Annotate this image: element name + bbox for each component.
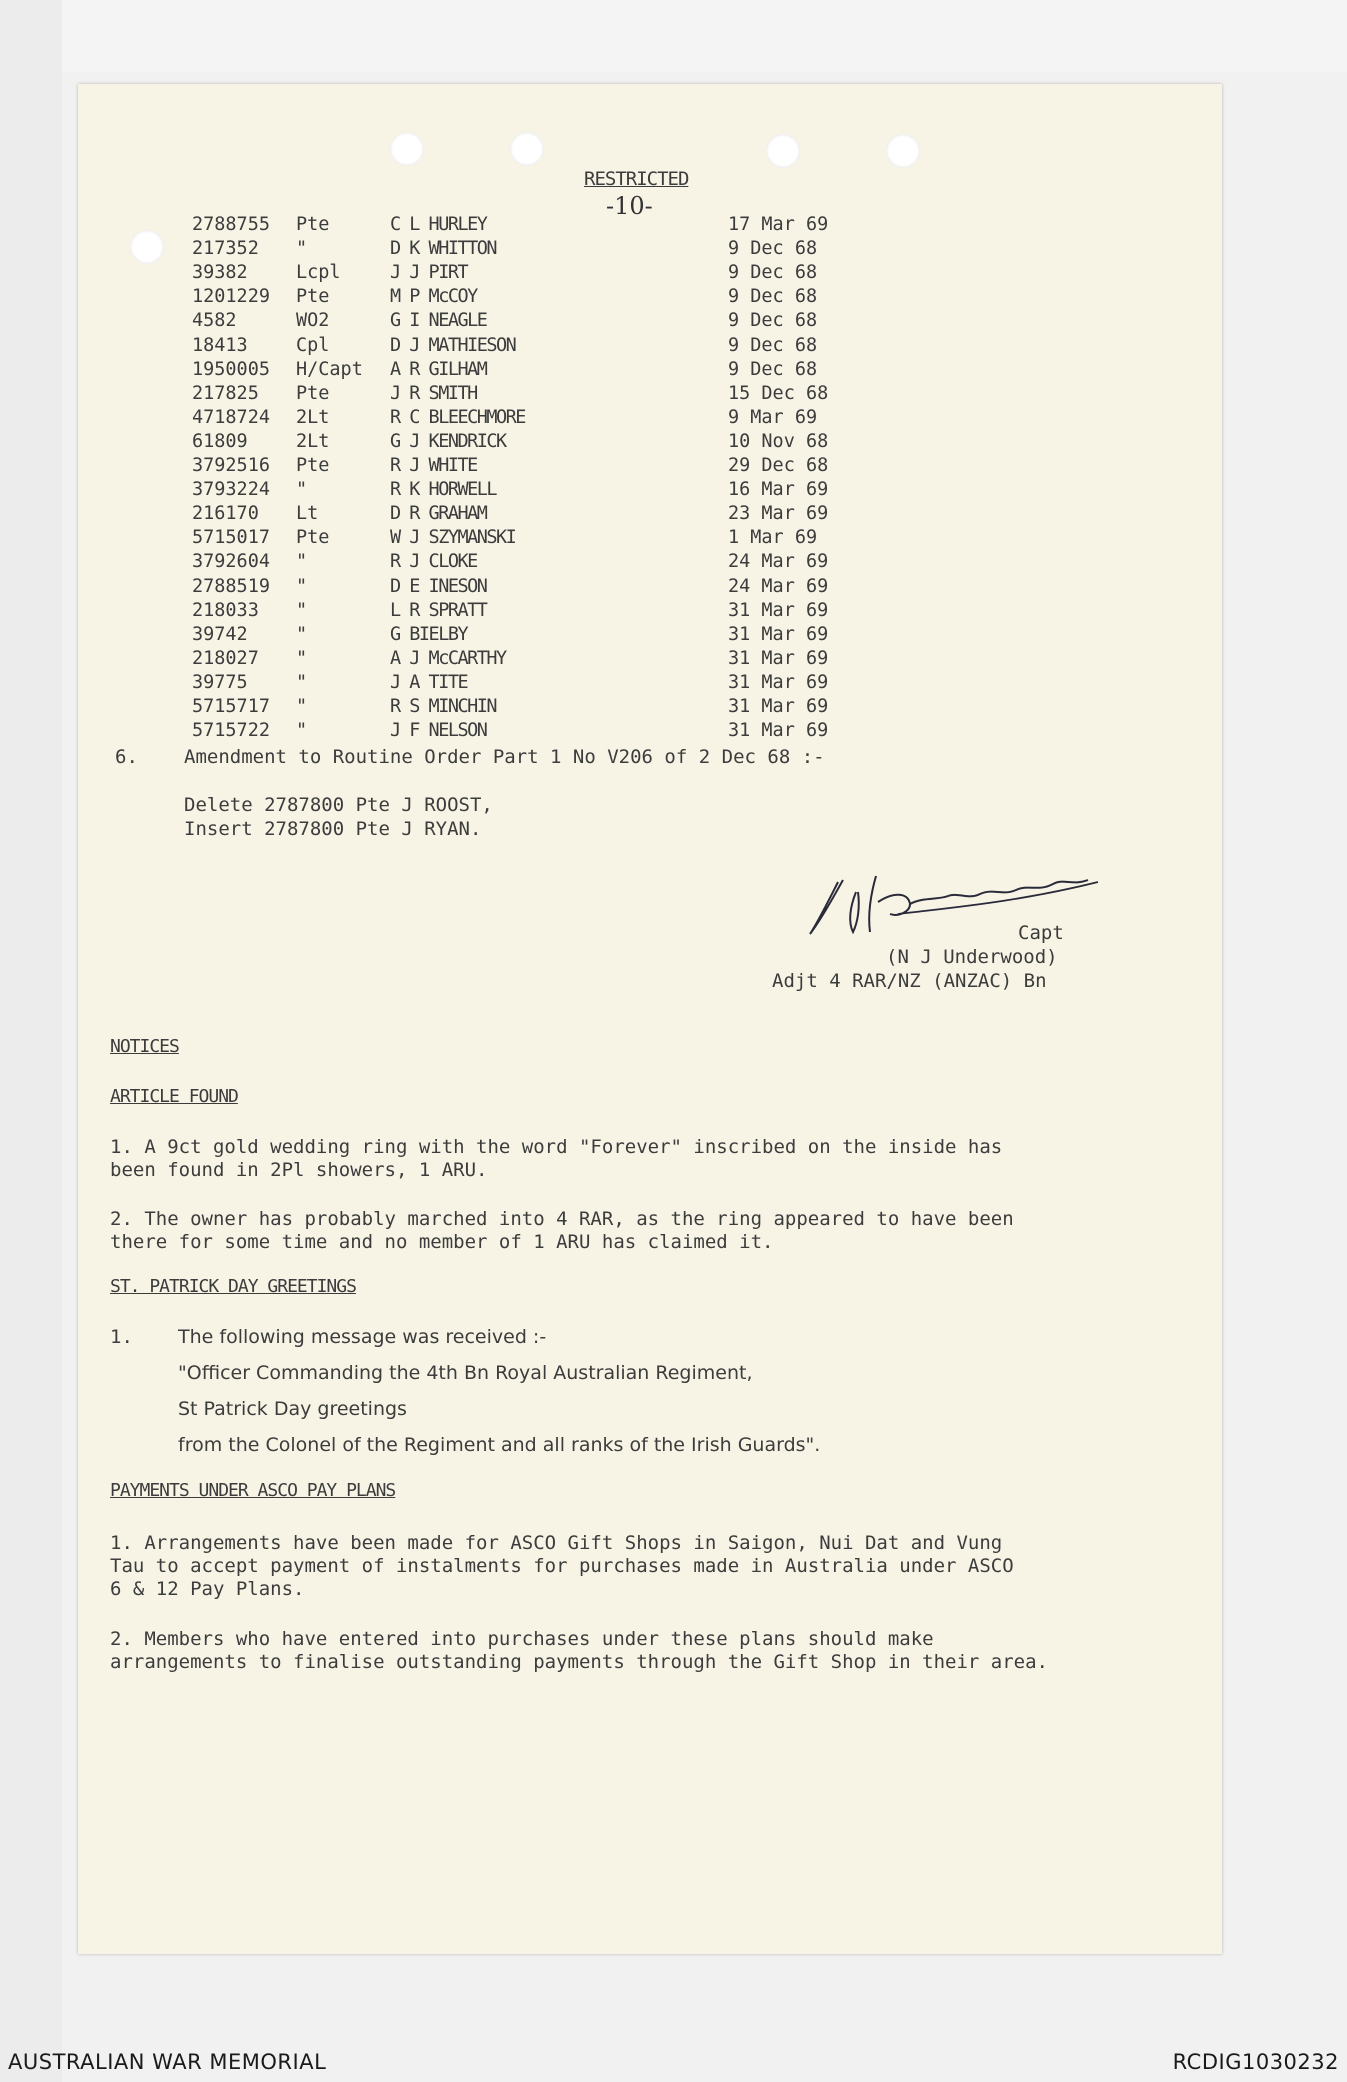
date: 1 Mar 69: [728, 527, 818, 549]
personnel-row: [78, 310, 1222, 334]
rank: H/Capt: [296, 358, 363, 380]
name: A J McCARTHY: [390, 647, 506, 669]
personnel-row: [78, 238, 1222, 262]
rank: ": [296, 647, 308, 669]
asco-heading: PAYMENTS UNDER ASCO PAY PLANS: [110, 1480, 396, 1501]
date: 9 Mar 69: [728, 406, 818, 428]
service-number: 2788755: [192, 214, 270, 235]
personnel-row: [78, 696, 1222, 720]
personnel-row: [78, 551, 1222, 575]
rank: Lcpl: [296, 262, 341, 284]
st-patrick-line-2: "Officer Commanding the 4th Bn Royal Australian Regiment,: [178, 1362, 753, 1384]
service-number: 39382: [192, 262, 248, 284]
service-number: 216170: [192, 503, 259, 525]
service-number: 3792516: [192, 455, 270, 476]
date: 31 Mar 69: [728, 647, 829, 669]
st-patrick-heading: ST. PATRICK DAY GREETINGS: [110, 1276, 356, 1297]
name: G I NEAGLE: [390, 310, 487, 332]
date: 31 Mar 69: [728, 599, 829, 621]
rank: ": [296, 575, 308, 597]
rank: Pte: [296, 382, 330, 404]
date: 24 Mar 69: [728, 551, 829, 573]
amendment-delete: Delete 2787800 Pte J ROOST,: [184, 794, 493, 816]
signature-appointment: Adjt 4 RAR/NZ (ANZAC) Bn: [772, 970, 1047, 992]
service-number: 1950005: [192, 358, 270, 380]
date: 31 Mar 69: [728, 671, 829, 693]
service-number: 5715017: [192, 527, 270, 549]
punch-hole: [886, 134, 920, 168]
service-number: 218027: [192, 647, 259, 669]
background-top: [0, 0, 1347, 72]
restricted-header: RESTRICTED: [584, 168, 689, 190]
amendment-insert: Insert 2787800 Pte J RYAN.: [184, 818, 482, 840]
st-patrick-line-4: from the Colonel of the Regiment and all ranks of the Irish Guards".: [178, 1434, 821, 1456]
personnel-row: [78, 359, 1222, 383]
date: 17 Mar 69: [728, 214, 829, 235]
background-left-strip: [0, 0, 62, 2082]
date: 9 Dec 68: [728, 358, 818, 380]
item-6-number: 6.: [115, 746, 138, 768]
personnel-row: [78, 455, 1222, 479]
article-found-para-1: 1. A 9ct gold wedding ring with the word "Forever" inscribed on the inside has been found in 2Pl showers, 1 ARU.: [110, 1136, 1003, 1181]
signature-rank: Capt: [1018, 922, 1064, 944]
st-patrick-line-3: St Patrick Day greetings: [178, 1398, 407, 1420]
punch-hole: [510, 132, 544, 166]
date: 29 Dec 68: [728, 455, 829, 476]
personnel-row: [78, 214, 1222, 238]
date: 9 Dec 68: [728, 310, 818, 332]
date: 9 Dec 68: [728, 286, 818, 308]
date: 31 Mar 69: [728, 623, 829, 645]
personnel-row: [78, 407, 1222, 431]
name: J R SMITH: [390, 382, 477, 404]
personnel-row: [78, 648, 1222, 672]
footer-reference: RCDIG1030232: [1172, 2050, 1339, 2074]
rank: ": [296, 720, 308, 742]
service-number: 18413: [192, 334, 248, 356]
service-number: 5715717: [192, 696, 270, 717]
personnel-row: [78, 527, 1222, 551]
rank: ": [296, 479, 308, 501]
name: R S MINCHIN: [390, 696, 497, 717]
rank: Pte: [296, 286, 330, 308]
service-number: 3793224: [192, 479, 270, 501]
name: R J CLOKE: [390, 551, 477, 573]
personnel-row: [78, 383, 1222, 407]
date: 24 Mar 69: [728, 575, 829, 597]
service-number: 5715722: [192, 720, 270, 742]
name: A R GILHAM: [390, 358, 487, 380]
rank: ": [296, 696, 308, 717]
name: R K HORWELL: [390, 479, 497, 501]
rank: ": [296, 551, 308, 573]
rank: Cpl: [296, 334, 330, 356]
footer-source: AUSTRALIAN WAR MEMORIAL: [8, 2050, 327, 2074]
personnel-row: [78, 672, 1222, 696]
rank: Pte: [296, 214, 330, 235]
personnel-row: [78, 479, 1222, 503]
service-number: 218033: [192, 599, 259, 621]
asco-para-2: 2. Members who have entered into purchases under these plans should make arrangements to finalise outstanding payments through the Gift Shop in their area.: [110, 1628, 1048, 1673]
document-page: [78, 84, 1222, 1954]
personnel-row: [78, 335, 1222, 359]
service-number: 2788519: [192, 575, 270, 597]
name: G BIELBY: [390, 623, 468, 645]
name: L R SPRATT: [390, 599, 487, 621]
name: C L HURLEY: [390, 214, 487, 235]
date: 9 Dec 68: [728, 334, 818, 356]
name: D K WHITTON: [390, 238, 497, 260]
service-number: 4718724: [192, 406, 270, 428]
service-number: 39742: [192, 623, 248, 645]
article-found-heading: ARTICLE FOUND: [110, 1086, 238, 1107]
punch-hole: [390, 132, 424, 166]
rank: ": [296, 671, 308, 693]
asco-para-1: 1. Arrangements have been made for ASCO Gift Shops in Saigon, Nui Dat and Vung Tau to accept payment of instalments for purchases made in Australia under ASCO 6 & 12 Pay Plans.: [110, 1532, 1014, 1600]
name: J A TITE: [390, 671, 468, 693]
article-found-para-2: 2. The owner has probably marched into 4 RAR, as the ring appeared to have been there for some time and no member of 1 ARU has claimed it.: [110, 1208, 1014, 1253]
date: 10 Nov 68: [728, 430, 829, 452]
date: 16 Mar 69: [728, 479, 829, 501]
rank: ": [296, 238, 308, 260]
name: D R GRAHAM: [390, 503, 487, 525]
rank: 2Lt: [296, 430, 330, 452]
st-patrick-line-1: The following message was received :-: [178, 1326, 547, 1348]
service-number: 39775: [192, 671, 248, 693]
service-number: 3792604: [192, 551, 270, 573]
date: 23 Mar 69: [728, 503, 829, 525]
date: 9 Dec 68: [728, 238, 818, 260]
name: J F NELSON: [390, 720, 487, 742]
rank: Pte: [296, 527, 330, 549]
handwritten-signature: [798, 862, 1138, 942]
date: 31 Mar 69: [728, 720, 829, 742]
name: M P McCOY: [390, 286, 477, 308]
rank: 2Lt: [296, 406, 330, 428]
name: G J KENDRICK: [390, 430, 506, 452]
name: R J WHITE: [390, 455, 477, 476]
personnel-row: [78, 262, 1222, 286]
rank: Pte: [296, 455, 330, 476]
service-number: 217825: [192, 382, 259, 404]
name: R C BLEECHMORE: [390, 406, 525, 428]
personnel-row: [78, 576, 1222, 600]
personnel-row: [78, 624, 1222, 648]
date: 9 Dec 68: [728, 262, 818, 284]
punch-hole: [766, 134, 800, 168]
service-number: 217352: [192, 238, 259, 260]
date: 31 Mar 69: [728, 696, 829, 717]
notices-heading: NOTICES: [110, 1036, 179, 1057]
name: W J SZYMANSKI: [390, 527, 516, 549]
personnel-row: [78, 720, 1222, 744]
personnel-row: [78, 286, 1222, 310]
name: J J PIRT: [390, 262, 468, 284]
personnel-row: [78, 431, 1222, 455]
rank: Lt: [296, 503, 319, 525]
signature-name: (N J Underwood): [886, 946, 1058, 968]
service-number: 4582: [192, 310, 237, 332]
item-6-text: Amendment to Routine Order Part 1 No V206 of 2 Dec 68 :-: [184, 746, 825, 768]
service-number: 1201229: [192, 286, 270, 308]
date: 15 Dec 68: [728, 382, 829, 404]
rank: ": [296, 599, 308, 621]
st-patrick-number: 1.: [110, 1326, 133, 1348]
personnel-row: [78, 600, 1222, 624]
personnel-row: [78, 503, 1222, 527]
name: D E INESON: [390, 575, 487, 597]
page-number: -10-: [606, 192, 653, 220]
service-number: 61809: [192, 430, 248, 452]
name: D J MATHIESON: [390, 334, 516, 356]
rank: ": [296, 623, 308, 645]
rank: WO2: [296, 310, 330, 332]
